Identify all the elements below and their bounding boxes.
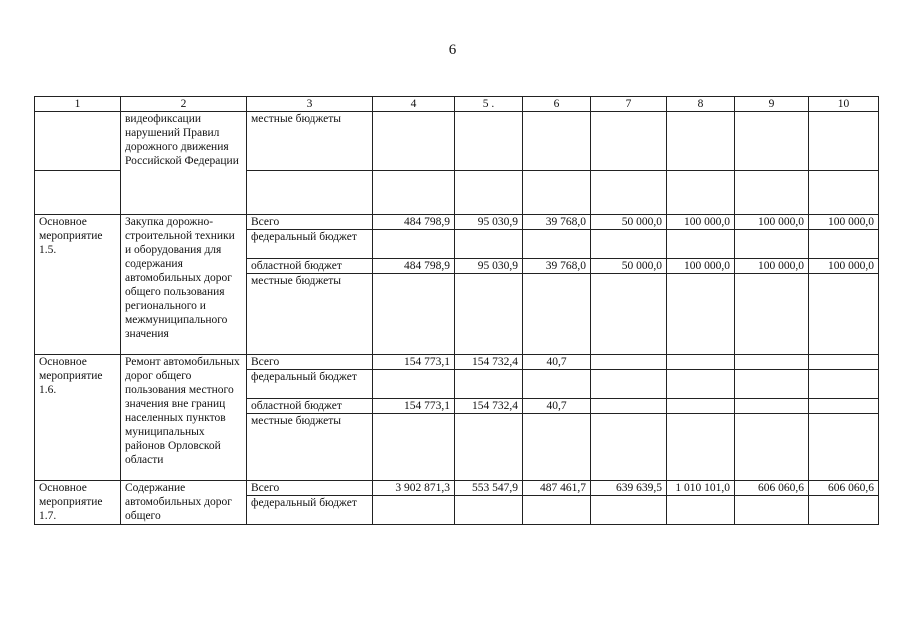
value-cell <box>667 370 735 399</box>
value-cell <box>523 274 591 355</box>
measure-code-cell <box>35 112 121 171</box>
measure-name-cell: Содержание автомобильных дорог общего <box>121 481 247 525</box>
value-cell: 100 000,0 <box>667 259 735 274</box>
value-cell: 100 000,0 <box>735 259 809 274</box>
column-header: 4 <box>373 97 455 112</box>
value-cell: 95 030,9 <box>455 259 523 274</box>
funding-source-cell: местные бюджеты <box>247 414 373 481</box>
value-cell: 1 010 101,0 <box>667 481 735 496</box>
value-cell <box>523 414 591 481</box>
value-cell: 40,7 <box>523 399 591 414</box>
funding-source-cell: местные бюджеты <box>247 274 373 355</box>
value-cell <box>809 496 879 525</box>
value-cell <box>591 274 667 355</box>
measure-name-cell: Ремонт автомобильных дорог общего пользования местного значения вне границ населенных пунктов муниципальных районов Орловской области <box>121 355 247 481</box>
value-cell: 40,7 <box>523 355 591 370</box>
value-cell <box>523 230 591 259</box>
column-header: 1 <box>35 97 121 112</box>
page-number: 6 <box>448 42 457 58</box>
value-cell: 3 902 871,3 <box>373 481 455 496</box>
value-cell: 39 768,0 <box>523 215 591 230</box>
measure-name-cell: видеофиксации нарушений Правил дорожного движения Российской Федерации <box>121 112 247 215</box>
value-cell <box>455 230 523 259</box>
column-header: 7 <box>591 97 667 112</box>
value-cell <box>735 370 809 399</box>
value-cell <box>523 496 591 525</box>
value-cell: 553 547,9 <box>455 481 523 496</box>
column-header: 10 <box>809 97 879 112</box>
value-cell <box>667 274 735 355</box>
value-cell <box>591 370 667 399</box>
value-cell <box>809 399 879 414</box>
value-cell: 154 732,4 <box>455 355 523 370</box>
column-header: 5 . <box>455 97 523 112</box>
table-row <box>35 112 879 171</box>
column-header: 3 <box>247 97 373 112</box>
value-cell <box>735 274 809 355</box>
table-row <box>35 355 879 370</box>
value-cell: 100 000,0 <box>809 259 879 274</box>
value-cell <box>373 414 455 481</box>
value-cell <box>809 274 879 355</box>
value-cell <box>735 496 809 525</box>
value-cell: 154 773,1 <box>373 355 455 370</box>
value-cell: 50 000,0 <box>591 259 667 274</box>
measure-code-cell: Основное мероприятие 1.5. <box>35 215 121 355</box>
funding-source-cell: Всего <box>247 355 373 370</box>
value-cell <box>591 496 667 525</box>
value-cell: 484 798,9 <box>373 259 455 274</box>
funding-source-cell: Всего <box>247 215 373 230</box>
value-cell <box>809 414 879 481</box>
value-cell <box>523 370 591 399</box>
value-cell <box>809 230 879 259</box>
value-cell <box>591 230 667 259</box>
value-cell: 154 773,1 <box>373 399 455 414</box>
column-header: 9 <box>735 97 809 112</box>
value-cell <box>667 496 735 525</box>
value-cell <box>667 355 735 370</box>
table-row <box>35 481 879 496</box>
value-cell: 95 030,9 <box>455 215 523 230</box>
value-cell <box>735 399 809 414</box>
value-cell: 100 000,0 <box>667 215 735 230</box>
funding-source-cell: федеральный бюджет <box>247 230 373 259</box>
funding-source-cell: местные бюджеты <box>247 112 373 171</box>
funding-source-cell: федеральный бюджет <box>247 370 373 399</box>
budget-table <box>34 96 879 525</box>
value-cell: 639 639,5 <box>591 481 667 496</box>
value-cell <box>373 370 455 399</box>
measure-code-cell: Основное мероприятие 1.6. <box>35 355 121 481</box>
value-cell <box>667 399 735 414</box>
value-cell: 100 000,0 <box>809 215 879 230</box>
value-cell: 606 060,6 <box>809 481 879 496</box>
funding-source-cell: Всего <box>247 481 373 496</box>
column-header: 8 <box>667 97 735 112</box>
value-cell <box>809 370 879 399</box>
table-row <box>35 215 879 230</box>
funding-source-cell: федеральный бюджет <box>247 496 373 525</box>
funding-source-cell: областной бюджет <box>247 259 373 274</box>
measure-name-cell: Закупка дорожно-строительной техники и оборудования для содержания автомобильных дорог общего пользования регионального и межмуниципального значения <box>121 215 247 355</box>
value-cell: 606 060,6 <box>735 481 809 496</box>
column-header: 2 <box>121 97 247 112</box>
value-cell: 100 000,0 <box>735 215 809 230</box>
value-cell <box>373 274 455 355</box>
funding-source-cell: областной бюджет <box>247 399 373 414</box>
value-cell: 484 798,9 <box>373 215 455 230</box>
value-cell <box>667 230 735 259</box>
value-cell <box>591 355 667 370</box>
value-cell: 154 732,4 <box>455 399 523 414</box>
value-cell <box>373 496 455 525</box>
value-cell: 39 768,0 <box>523 259 591 274</box>
value-cell: 487 461,7 <box>523 481 591 496</box>
measure-code-cell: Основное мероприятие 1.7. <box>35 481 121 525</box>
value-cell <box>809 355 879 370</box>
value-cell <box>735 230 809 259</box>
value-cell <box>667 414 735 481</box>
value-cell <box>455 370 523 399</box>
value-cell <box>455 274 523 355</box>
value-cell: 50 000,0 <box>591 215 667 230</box>
value-cell <box>591 399 667 414</box>
value-cell <box>373 230 455 259</box>
value-cell <box>455 414 523 481</box>
value-cell <box>735 355 809 370</box>
column-header: 6 <box>523 97 591 112</box>
value-cell <box>591 414 667 481</box>
column-number-row <box>35 97 879 112</box>
value-cell <box>735 414 809 481</box>
value-cell <box>455 496 523 525</box>
